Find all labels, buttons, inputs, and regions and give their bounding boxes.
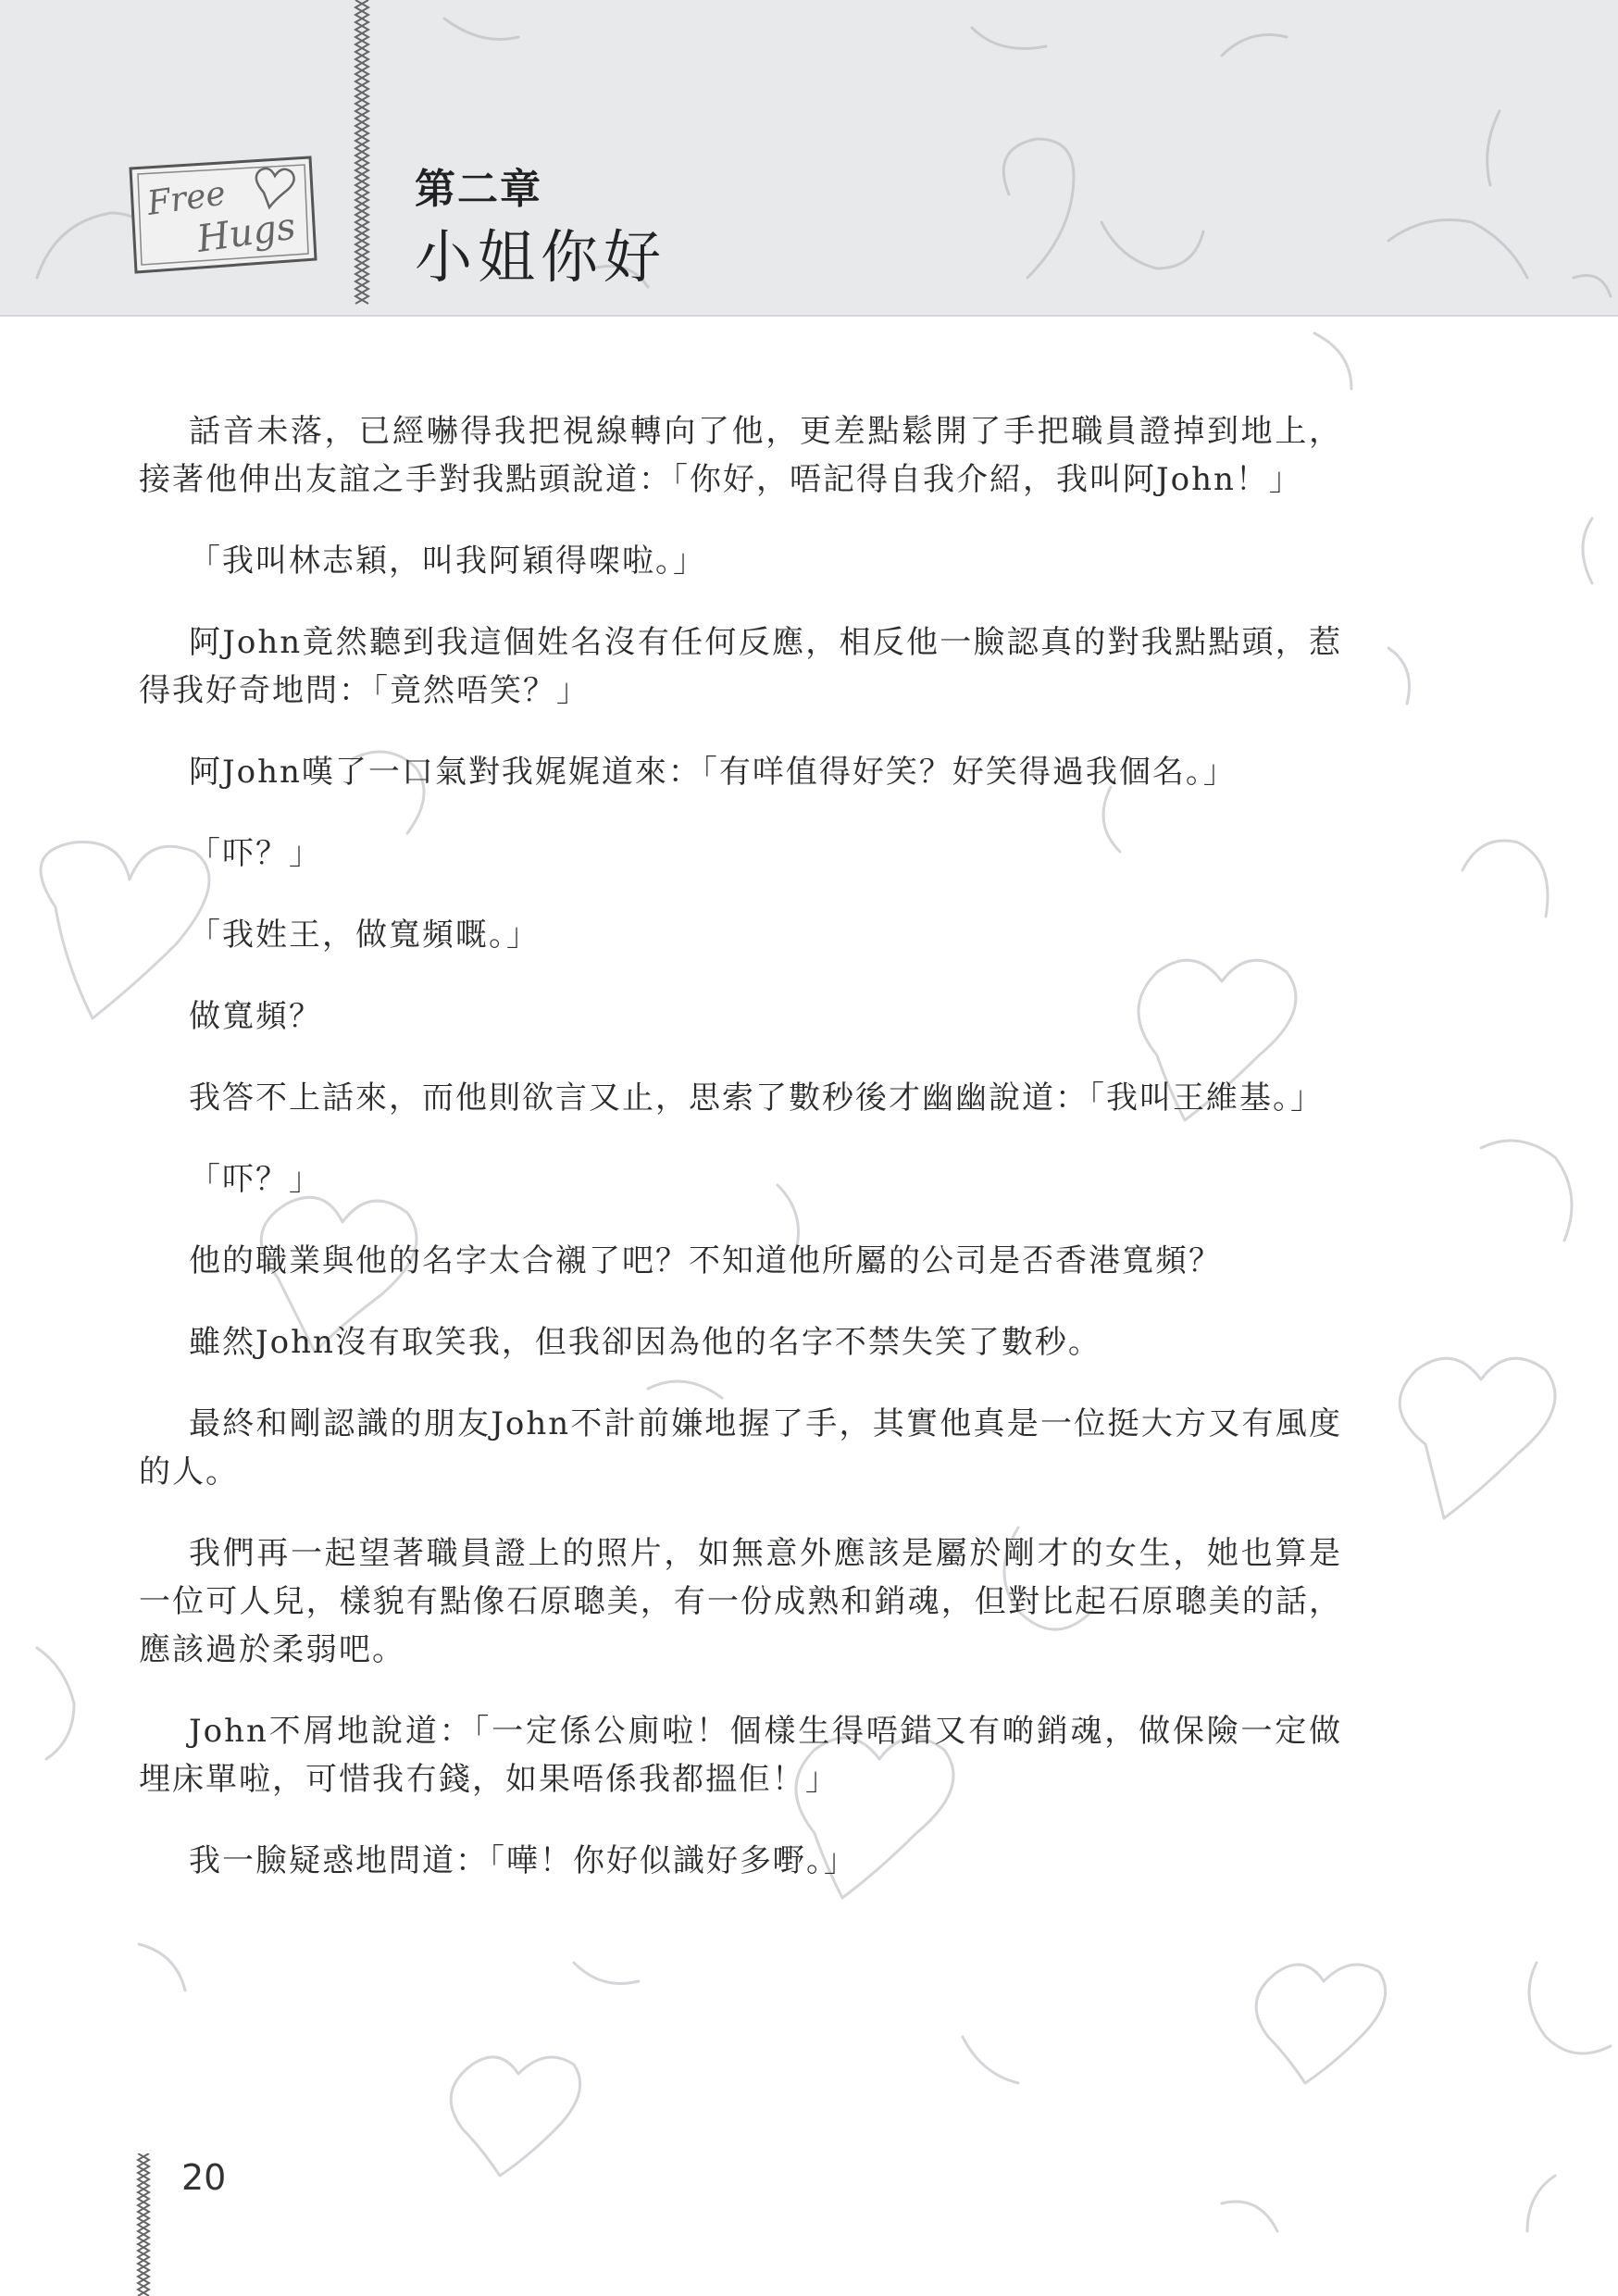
paragraph: 我答不上話來，而他則欲言又止，思索了數秒後才幽幽說道：「我叫王維基。」 [189, 1079, 1324, 1117]
paragraph: 最終和剛認識的朋友John不計前嫌地握了手，其實他真是一位挺大方又有風度的人。 [139, 1405, 1342, 1491]
page-number: 20 [181, 2157, 227, 2198]
paragraph: 阿John竟然聽到我這個姓名沒有任何反應，相反他一臉認真的對我點點頭，惹得我好奇地問：「竟然唔笑？」 [139, 624, 1342, 709]
chapter-body [139, 407, 1342, 1918]
paragraph: 阿John嘆了一口氣對我娓娓道來：「有咩值得好笑？好笑得過我個名。」 [189, 754, 1237, 791]
paragraph: 他的職業與他的名字太合襯了吧？不知道他所屬的公司是否香港寬頻？ [189, 1242, 1222, 1279]
free-hugs-badge [125, 156, 319, 276]
paragraph: 話音未落，已經嚇得我把視線轉向了他，更差點鬆開了手把職員證掉到地上，接著他伸出友誼之手對我點頭說道：「你好，唔記得自我介紹，我叫阿John！」 [139, 413, 1342, 498]
paragraph: 「我姓王，做寬頻嘅。」 [189, 917, 540, 954]
svg-text:Free: Free [144, 174, 229, 223]
paragraph: 「吓？」 [189, 835, 322, 872]
zigzag-divider-top [352, 0, 372, 306]
paragraph: John不屑地說道：「一定係公廁啦！個樣生得唔錯又有啲銷魂，做保險一定做埋床單啦，可惜我冇錢，如果唔係我都搵佢！」 [139, 1713, 1342, 1798]
chapter-title: 小姐你好 [415, 223, 667, 291]
paragraph: 「我叫林志穎，叫我阿穎得㗎啦。」 [189, 543, 706, 580]
paragraph: 我一臉疑惑地問道：「嘩！你好似識好多嘢。」 [189, 1842, 857, 1879]
paragraph: 我們再一起望著職員證上的照片，如無意外應該是屬於剛才的女生，她也算是一位可人兒，樣貌有點像石原聰美，有一份成熟和銷魂，但對比起石原聰美的話，應該過於柔弱吧。 [139, 1535, 1342, 1668]
chapter-number: 第二章 [415, 166, 542, 213]
paragraph: 雖然John沒有取笑我，但我卻因為他的名字不禁失笑了數秒。 [189, 1324, 1101, 1361]
svg-text:Hugs: Hugs [193, 205, 299, 261]
zigzag-divider-bottom [135, 2153, 152, 2296]
paragraph: 做寬頻？ [189, 998, 322, 1035]
paragraph: 「吓？」 [189, 1161, 322, 1198]
